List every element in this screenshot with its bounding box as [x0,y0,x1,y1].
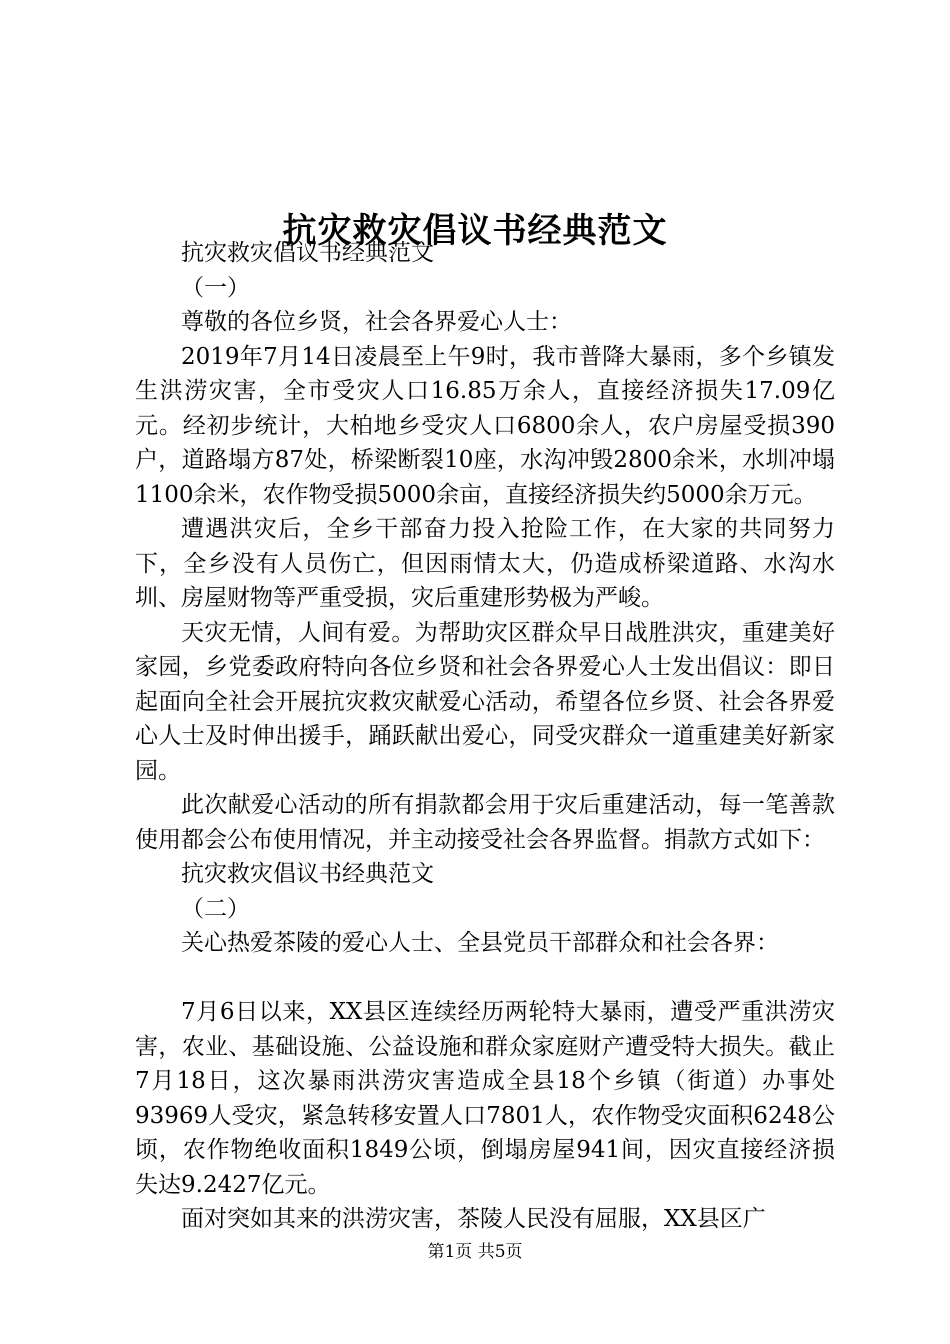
section-heading-2: 抗灾救灾倡议书经典范文 [181,861,434,887]
paragraph-appeal: 天灾无情，人间有爱。为帮助灾区群众早日战胜洪灾，重建美好家园，乡党委政府特向各位乡贤和社会各界爱心人士发出倡议：即日起面向全社会开展抗灾救灾献爱心活动，希望各位乡贤、社会各界爱心人士及时伸出援手，踊跃献出爱心，同受灾群众一道重建美好新家园。 [135,619,835,784]
document-body [135,236,835,1237]
page-number: 第1页 共5页 [427,1242,523,1262]
document-title: 抗灾救灾倡议书经典范文 [282,210,668,251]
paragraph-rescue-work: 遭遇洪灾后，全乡干部奋力投入抢险工作，在大家的共同努力下，全乡没有人员伤亡，但因雨情太大，仍造成桥梁道路、水沟水圳、房屋财物等严重受损，灾后重建形势极为严峻。 [135,516,835,611]
section-number-1: （一） [181,274,250,301]
paragraph-donation-usage: 此次献爱心活动的所有捐款都会用于灾后重建活动，每一笔善款使用都会公布使用情况，并主动接受社会各界监督。捐款方式如下： [135,792,835,853]
section-number-2: （二） [181,895,250,922]
paragraph-disaster-overview: 2019年7月14日凌晨至上午9时，我市普降大暴雨，多个乡镇发生洪涝灾害，全市受灾人口16.85万余人，直接经济损失17.09亿元。经初步统计，大柏地乡受灾人口6800余人，农户房屋受损390户，道路塌方87处，桥梁断裂10座，水沟冲毁2800余米，水圳冲塌1100余米，农作物受损5000余亩，直接经济损失约5000余万元。 [135,343,835,508]
salutation-2: 关心热爱茶陵的爱心人士、全县党员干部群众和社会各界： [181,930,779,956]
paragraph-flood-statistics: 7月6日以来，XX县区连续经历两轮特大暴雨，遭受严重洪涝灾害，农业、基础设施、公益设施和群众家庭财产遭受特大损失。截止7月18日，这次暴雨洪涝灾害造成全县18个乡镇（街道）办事处93969人受灾，紧急转移安置人口7801人，农作物受灾面积6248公顷，农作物绝收面积1849公顷，倒塌房屋941间，因灾直接经济损失达9.2427亿元。 [135,999,835,1198]
salutation-1: 尊敬的各位乡贤，社会各界爱心人士： [181,309,572,335]
blank-line [135,961,835,996]
section-heading-1: 抗灾救灾倡议书经典范文 [181,240,434,266]
paragraph-continued: 面对突如其来的洪涝灾害，茶陵人民没有屈服，XX县区广 [181,1206,766,1232]
